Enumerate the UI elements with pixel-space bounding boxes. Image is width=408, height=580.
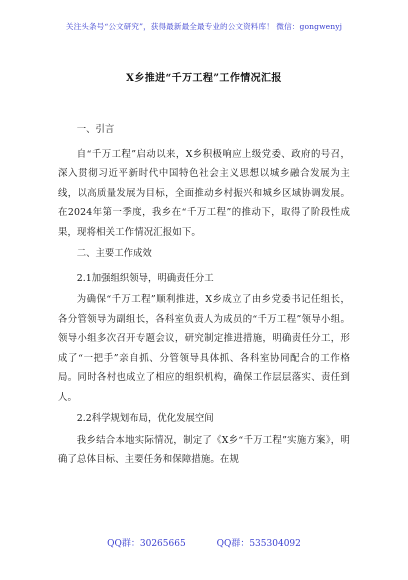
document-title: X乡推进“千万工程”工作情况汇报 xyxy=(126,73,282,84)
section-1-heading: 一、引言 xyxy=(76,124,115,135)
qq-group-1: QQ群：30265665 xyxy=(107,539,186,549)
qq-group-2: QQ群：535304092 xyxy=(216,539,301,549)
subsection-2-1-paragraph: 为确保“千万工程”顺利推进，X乡成立了由乡党委书记任组长，各分管领导为副组长，各科室负责人为成员的“千万工程”领导小组。领导小组多次召开专题会议，研究制定推进措施，明确责任分工，形成了“一把手”亲自抓、分管领导具体抓、各科室协同配合的工作格局。同时各村也成立了相应的组织机构，确保工作层层落实、责任到人。 xyxy=(58,294,350,403)
subsection-2-2-heading: 2.2科学规划布局，优化发展空间 xyxy=(76,413,214,424)
subsection-2-1-heading: 2.1加强组织领导，明确责任分工 xyxy=(76,272,214,284)
section-1-paragraph: 自“千万工程”启动以来，X乡积极响应上级党委、政府的号召，深入贯彻习近平新时代中国特色社会主义思想以城乡融合发展为主线，以高质量发展为目标，全面推动乡村振兴和城乡区域协调发展。在2024年第一季度，我乡在“千万工程”的推动下，取得了阶段性成果，现将相关工作情况汇报如下。 xyxy=(58,148,350,238)
subsection-2-2-paragraph: 我乡结合本地实际情况，制定了《X乡“千万工程”实施方案》，明确了总体目标、主要任务和保障措施。在规 xyxy=(58,434,350,465)
document-body xyxy=(58,120,350,470)
section-2-heading: 二、主要工作成效 xyxy=(76,248,152,259)
promo-header: 关注头条号“公文研究”，获得最新最全最专业的公文资料库！ 微信：gongwenyj xyxy=(65,22,343,31)
promo-footer xyxy=(0,536,408,549)
